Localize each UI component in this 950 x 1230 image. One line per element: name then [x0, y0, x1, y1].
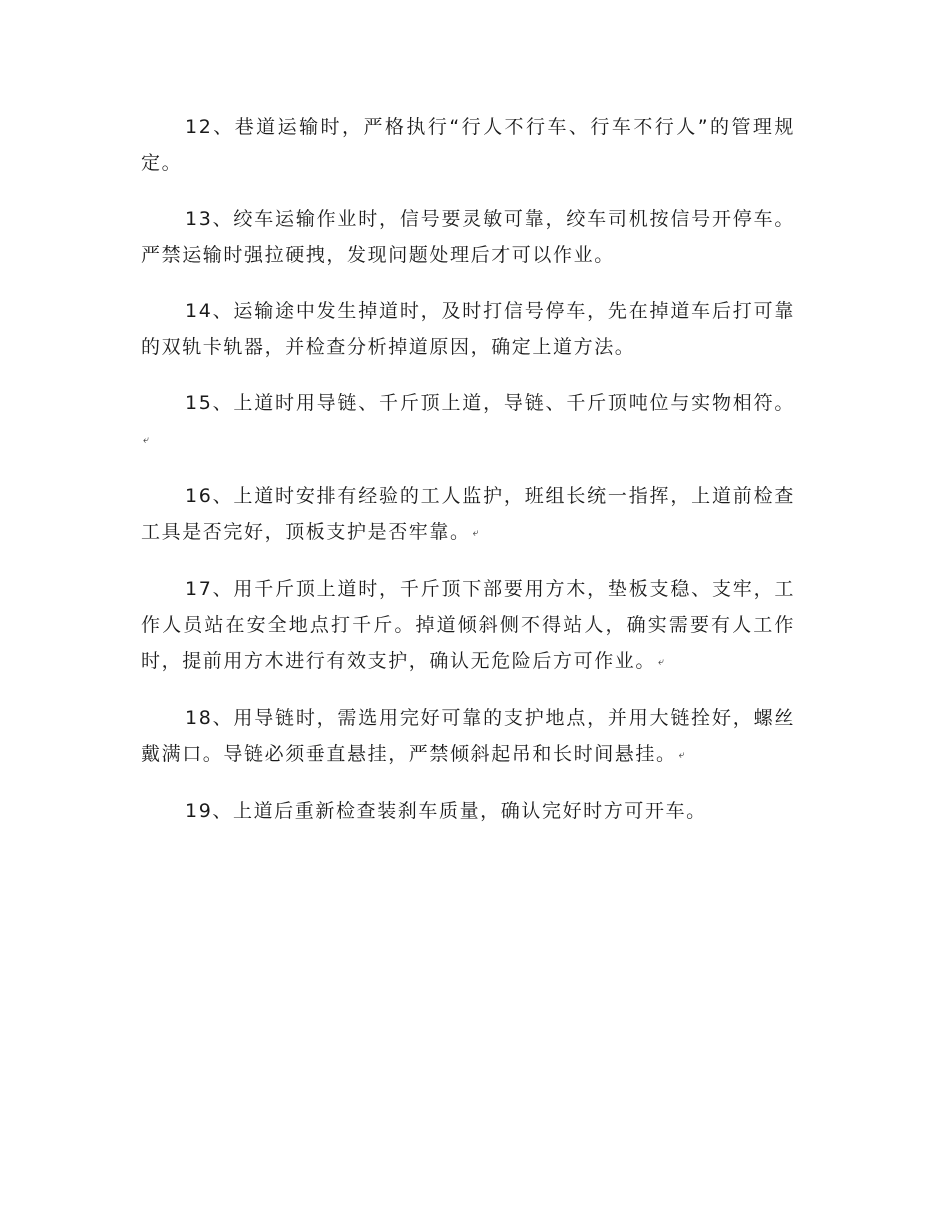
paragraph-item-16 — [141, 478, 795, 551]
paragraph-item-18 — [141, 700, 795, 773]
document-body — [141, 109, 795, 849]
paragraph-item-14 — [141, 293, 795, 365]
paragraph-item-19 — [141, 793, 795, 829]
paragraph-item-13 — [141, 201, 795, 273]
paragraph-text: 14、运输途中发生掉道时，及时打信号停车，先在掉道车后打可靠的双轨卡轨器，并检查分析掉道原因，确定上道方法。 — [141, 300, 795, 358]
paragraph-text: 15、上道时用导链、千斤顶上道，导链、千斤顶吨位与实物相符。 — [185, 392, 795, 414]
paragraph-text: 13、绞车运输作业时，信号要灵敏可靠，绞车司机按信号开停车。严禁运输时强拉硬拽，发现问题处理后才可以作业。 — [141, 208, 795, 266]
paragraph-item-17 — [141, 571, 795, 680]
paragraph-mark-icon: ⤶ — [472, 526, 479, 539]
paragraph-text: 18、用导链时，需选用完好可靠的支护地点，并用大链拴好，螺丝戴满口。导链必须垂直悬挂，严禁倾斜起吊和长时间悬挂。 — [141, 707, 795, 765]
paragraph-text: 12、巷道运输时，严格执行“行人不行车、行车不行人”的管理规定。 — [141, 116, 795, 174]
paragraph-mark-icon: ⤶ — [143, 433, 150, 446]
paragraph-item-15 — [141, 385, 795, 458]
paragraph-mark-icon: ⤶ — [658, 655, 665, 668]
paragraph-text: 16、上道时安排有经验的工人监护，班组长统一指挥，上道前检查工具是否完好，顶板支护是否牢靠。 — [141, 485, 795, 543]
paragraph-text: 19、上道后重新检查装刹车质量，确认完好时方可开车。 — [185, 800, 707, 822]
paragraph-mark-icon: ⤶ — [678, 748, 685, 761]
paragraph-item-12 — [141, 109, 795, 181]
paragraph-text: 17、用千斤顶上道时，千斤顶下部要用方木，垫板支稳、支牢，工作人员站在安全地点打千斤。掉道倾斜侧不得站人，确实需要有人工作时，提前用方木进行有效支护，确认无危险后方可作业。 — [141, 578, 795, 672]
